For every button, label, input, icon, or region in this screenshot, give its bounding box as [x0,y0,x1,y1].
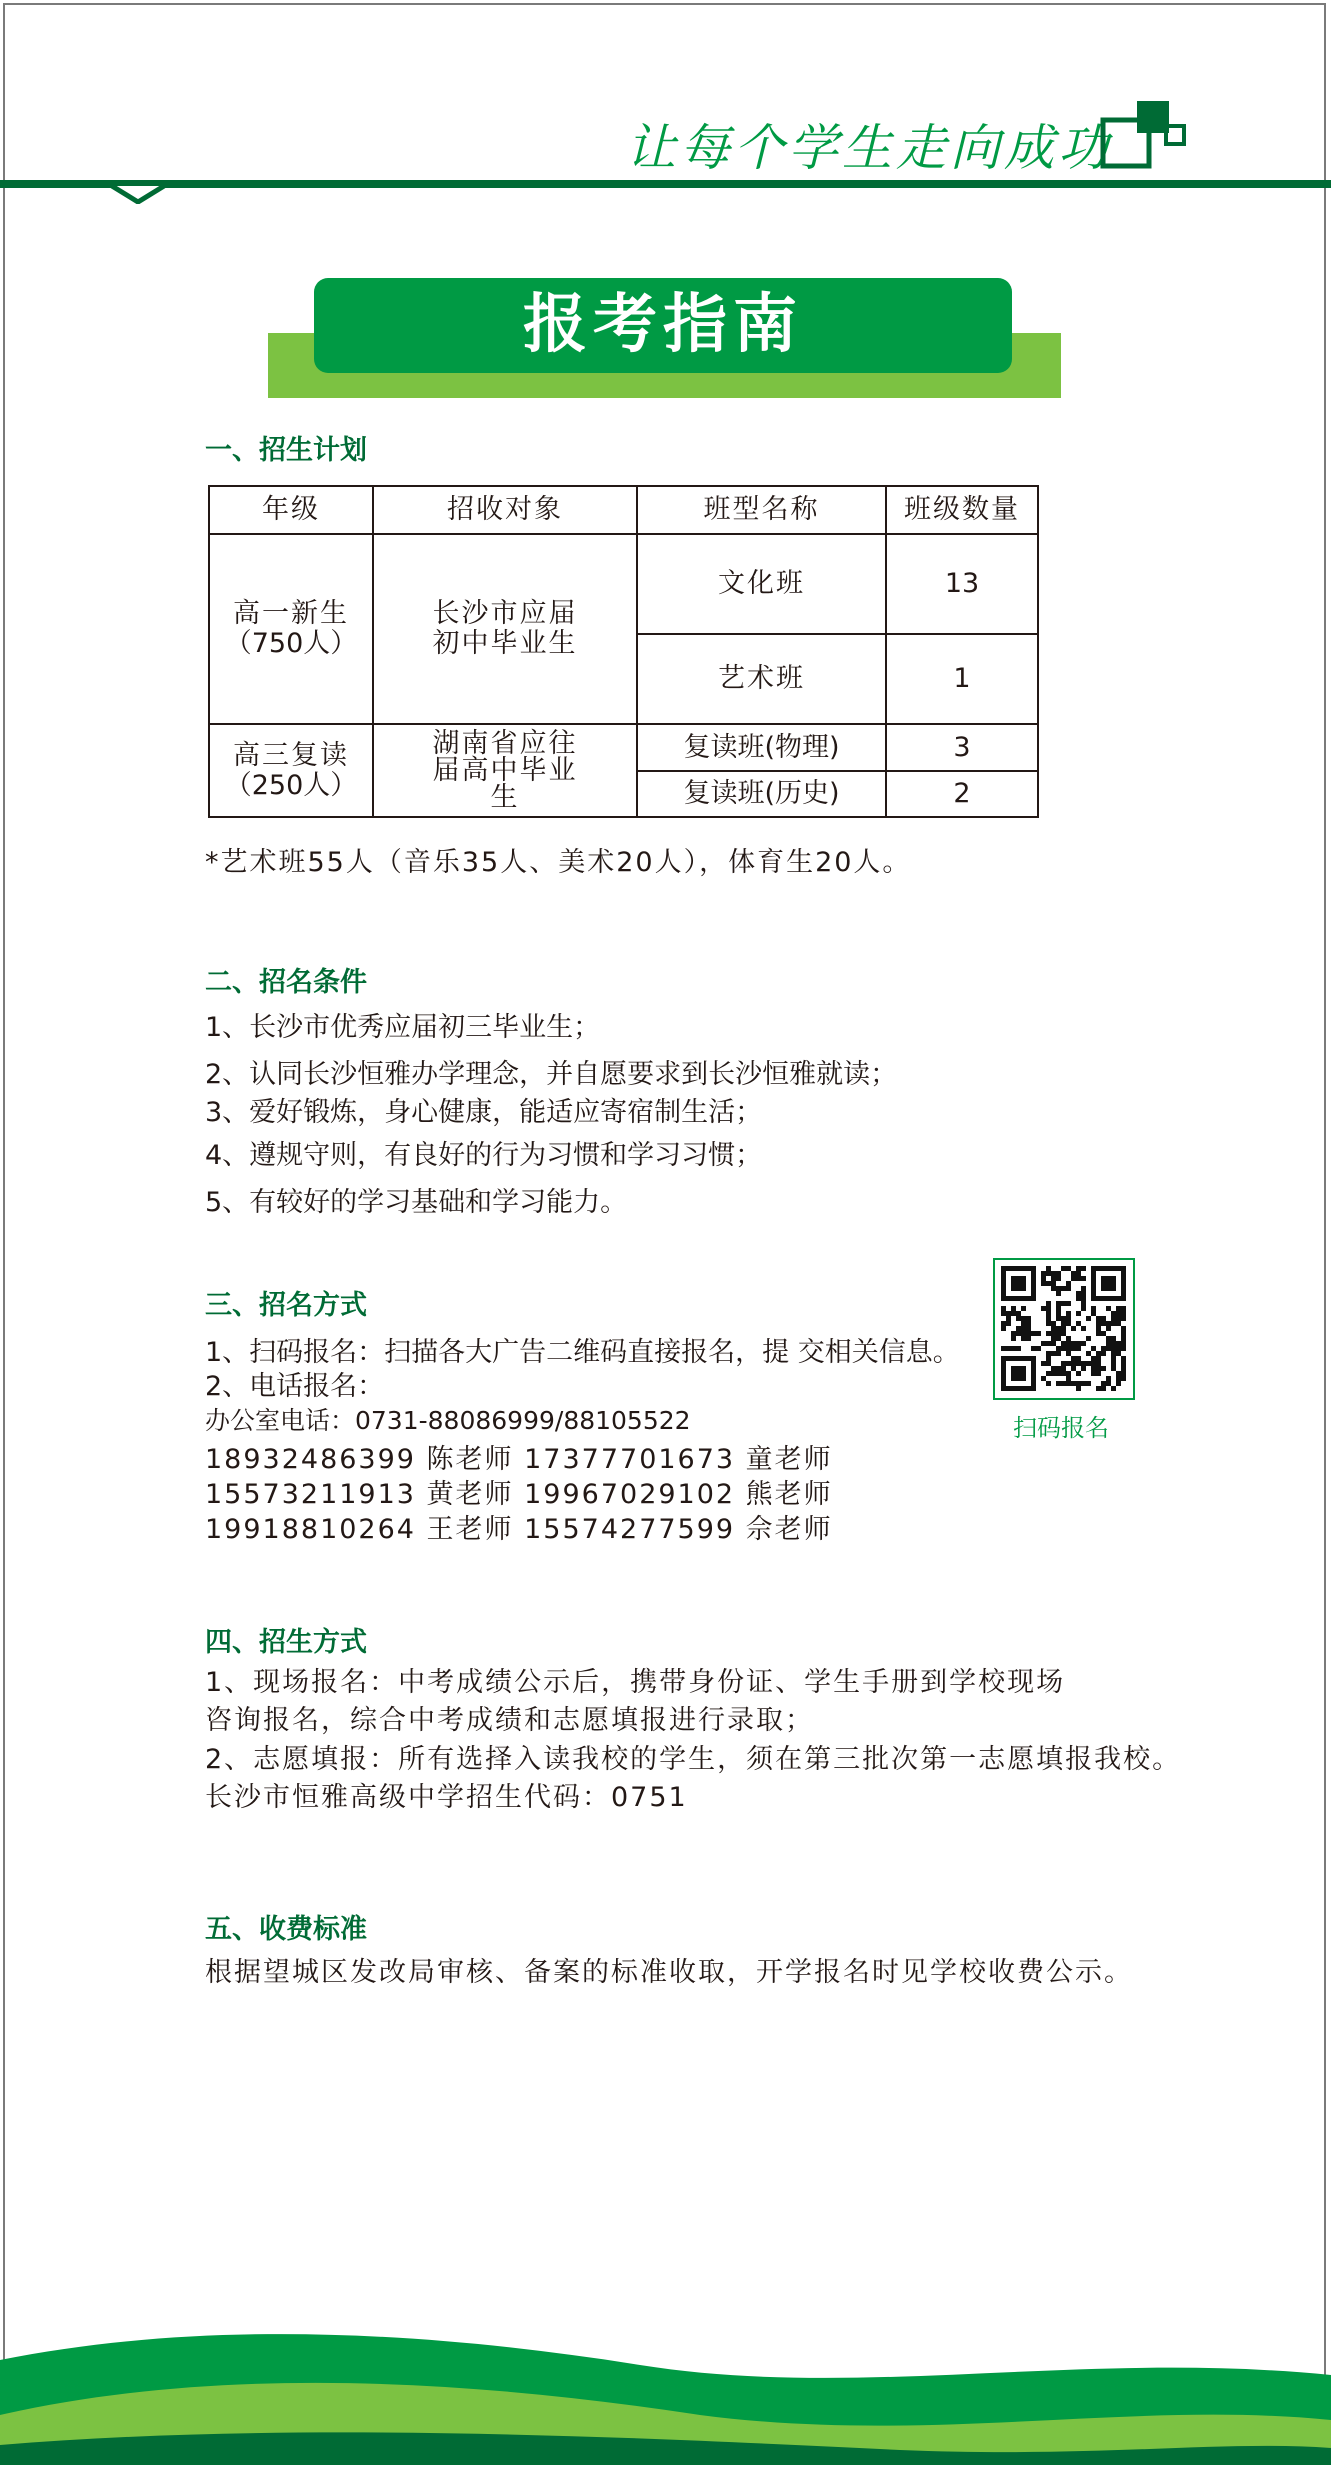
contact-row: 18932486399 陈老师 17377701673 童老师 [205,1444,833,1475]
decorative-hills [0,2320,1331,2465]
target-cell [373,534,637,724]
enrollment-plan-table [208,485,1039,818]
header-notch [110,186,170,204]
qr-label: 扫码报名 [1013,1414,1109,1442]
section4-heading: 四、招生方式 [205,1627,367,1658]
list-item: 2、认同长沙恒雅办学理念，并自愿要求到长沙恒雅就读； [205,1059,898,1090]
target-cell [373,724,637,817]
target-line: 初中毕业生 [432,628,578,659]
table-header: 班型名称 [637,486,886,534]
list-item: 3、爱好锻炼，身心健康，能适应寄宿制生活； [205,1097,763,1128]
target-line: 长沙市应届 [432,598,578,630]
grade-cell [209,724,373,817]
class-type-cell: 文化班 [637,534,886,634]
class-count-cell: 1 [886,634,1038,724]
contact-row: 19918810264 王老师 15574277599 佘老师 [205,1514,833,1545]
table-header: 年级 [209,486,373,534]
section3-heading: 三、招名方式 [205,1290,367,1321]
class-type-cell: 艺术班 [637,634,886,724]
text-line: 2、志愿填报：所有选择入读我校的学生，须在第三批次第一志愿填报我校。 [205,1744,1182,1775]
header-divider [0,180,1331,188]
grade-count: （250人） [224,769,358,801]
class-type-cell: 复读班(历史) [637,771,886,817]
qr-code-icon [995,1260,1133,1398]
table-header-row [209,486,1038,534]
text-line: 咨询报名，综合中考成绩和志愿填报进行录取； [205,1705,814,1736]
list-item: 4、遵规守则，有良好的行为习惯和学习习惯； [205,1140,763,1171]
section5-heading: 五、收费标准 [205,1914,367,1945]
qr-code[interactable] [993,1258,1135,1400]
text-line: 根据望城区发改局审核、备案的标准收取，开学报名时见学校收费公示。 [205,1957,1133,1988]
table-header: 班级数量 [886,486,1038,534]
slogan: 让每个学生走向成功 [626,119,1112,177]
section1-note: *艺术班55人（音乐35人、美术20人），体育生20人。 [205,847,912,878]
page-title: 报考指南 [314,278,1012,373]
section1-heading: 一、招生计划 [205,435,367,466]
logo-squares-icon [1100,98,1190,170]
target-line: 湖南省应往 [432,728,578,759]
grade-name: 高一新生 [233,598,349,630]
class-count-cell: 2 [886,771,1038,817]
signup-phone-line: 2、电话报名： [205,1371,385,1402]
contact-row: 15573211913 黄老师 19967029102 熊老师 [205,1479,833,1510]
table-row [209,534,1038,634]
list-item: 1、长沙市优秀应届初三毕业生； [205,1012,601,1043]
class-type-cell: 复读班(物理) [637,724,886,771]
list-item: 5、有较好的学习基础和学习能力。 [205,1187,628,1218]
target-line: 届高中毕业 [432,755,578,786]
section2-heading: 二、招名条件 [205,967,367,998]
table-header: 招收对象 [373,486,637,534]
class-count-cell: 13 [886,534,1038,634]
text-line: 1、现场报名：中考成绩公示后，携带身份证、学生手册到学校现场 [205,1667,1066,1698]
signup-qr-line: 1、扫码报名：扫描各大广告二维码直接报名，提 交相关信息。 [205,1337,960,1368]
grade-name: 高三复读 [233,739,349,771]
office-phone: 办公室电话：0731-88086999/88105522 [205,1406,691,1435]
target-line: 生 [490,782,520,813]
grade-count: （750人） [224,628,358,659]
text-line: 长沙市恒雅高级中学招生代码：0751 [205,1782,688,1813]
class-count-cell: 3 [886,724,1038,771]
table-row [209,724,1038,771]
grade-cell [209,534,373,724]
